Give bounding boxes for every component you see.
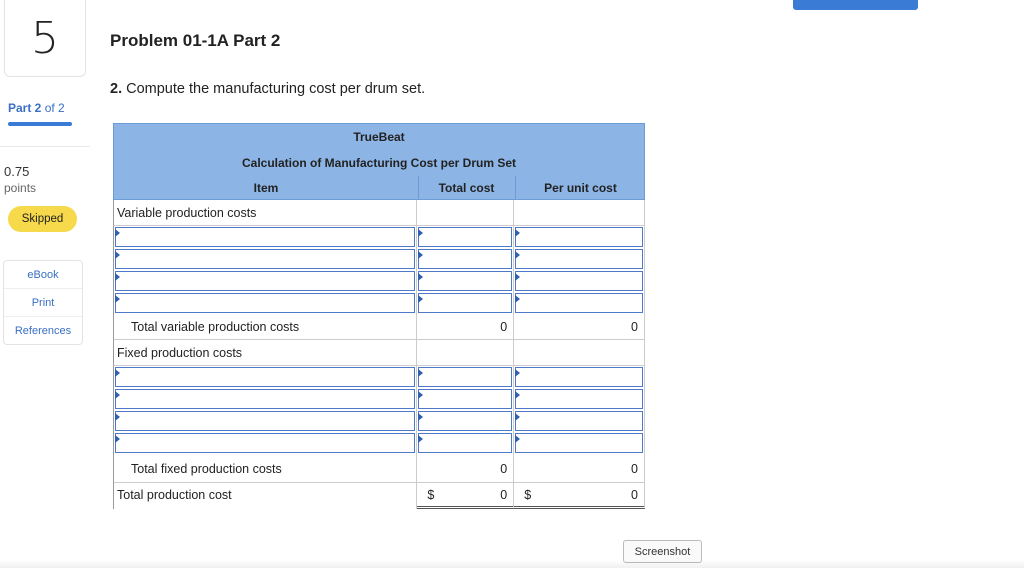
table-row bbox=[113, 226, 645, 248]
total-variable-cost: 0 bbox=[500, 320, 508, 334]
variable-item-input[interactable] bbox=[115, 227, 415, 247]
total-production-unit-cost: 0 bbox=[631, 488, 638, 502]
fixed-item-input[interactable] bbox=[115, 367, 415, 387]
top-action-button[interactable] bbox=[793, 0, 918, 10]
table-row bbox=[113, 270, 645, 292]
screenshot-button[interactable]: Screenshot bbox=[623, 540, 702, 563]
resource-links bbox=[3, 260, 83, 345]
part-progress-bar bbox=[8, 122, 72, 126]
variable-total-cost-input[interactable] bbox=[418, 227, 512, 247]
company-name: TrueBeat bbox=[353, 130, 405, 144]
column-header-total-cost: Total cost bbox=[438, 181, 495, 195]
references-link[interactable]: References bbox=[14, 325, 72, 337]
total-variable-label: Total variable production costs bbox=[131, 320, 300, 334]
variable-item-input[interactable] bbox=[115, 293, 415, 313]
sidebar-divider bbox=[0, 146, 90, 147]
table-header bbox=[113, 123, 645, 200]
table-row bbox=[113, 483, 645, 509]
table-row bbox=[113, 200, 645, 226]
variable-item-input[interactable] bbox=[115, 271, 415, 291]
fixed-total-cost-input[interactable] bbox=[418, 367, 512, 387]
instruction bbox=[110, 81, 425, 97]
variable-total-cost-input[interactable] bbox=[418, 249, 512, 269]
problem-title: Problem 01-1A Part 2 bbox=[110, 31, 281, 50]
fixed-unit-cost-input[interactable] bbox=[515, 411, 643, 431]
variable-unit-cost-input[interactable] bbox=[515, 227, 643, 247]
fixed-total-cost-input[interactable] bbox=[418, 389, 512, 409]
points-label: points bbox=[4, 181, 37, 195]
table-row bbox=[113, 248, 645, 270]
variable-costs-label: Variable production costs bbox=[117, 206, 257, 220]
table-row bbox=[113, 314, 645, 340]
variable-total-cost-input[interactable] bbox=[418, 293, 512, 313]
table-row bbox=[113, 340, 645, 366]
fixed-costs-label: Fixed production costs bbox=[117, 346, 243, 360]
fixed-total-cost-input[interactable] bbox=[418, 411, 512, 431]
column-header-item: Item bbox=[253, 181, 279, 195]
table-row bbox=[113, 366, 645, 388]
variable-unit-cost-input[interactable] bbox=[515, 271, 643, 291]
cost-table bbox=[113, 123, 645, 509]
total-fixed-unit-cost: 0 bbox=[631, 462, 638, 476]
part-total: of 2 bbox=[44, 101, 65, 115]
fixed-item-input[interactable] bbox=[115, 433, 415, 453]
instruction-text: Compute the manufacturing cost per drum set. bbox=[126, 81, 426, 97]
question-number: 5 bbox=[4, 0, 86, 77]
total-fixed-cost: 0 bbox=[500, 462, 508, 476]
variable-unit-cost-input[interactable] bbox=[515, 249, 643, 269]
total-production-cost-currency: $ bbox=[427, 488, 435, 502]
column-header-per-unit-cost: Per unit cost bbox=[544, 181, 617, 195]
variable-total-cost-input[interactable] bbox=[418, 271, 512, 291]
bottom-shadow bbox=[0, 560, 1024, 568]
table-row bbox=[113, 454, 645, 483]
instruction-number: 2. bbox=[110, 81, 123, 97]
table-title: Calculation of Manufacturing Cost per Drum Set bbox=[241, 156, 517, 170]
points-value: 0.75 bbox=[4, 164, 30, 179]
fixed-total-cost-input[interactable] bbox=[418, 433, 512, 453]
fixed-unit-cost-input[interactable] bbox=[515, 367, 643, 387]
status-badge: Skipped bbox=[8, 206, 77, 232]
total-variable-unit-cost: 0 bbox=[631, 320, 638, 334]
part-current: Part 2 bbox=[8, 101, 42, 115]
table-row bbox=[113, 432, 645, 454]
table-row bbox=[113, 388, 645, 410]
fixed-item-input[interactable] bbox=[115, 411, 415, 431]
variable-item-input[interactable] bbox=[115, 249, 415, 269]
table-row bbox=[113, 292, 645, 314]
total-production-unit-currency: $ bbox=[524, 488, 532, 502]
total-production-cost: 0 bbox=[500, 488, 508, 502]
ebook-link[interactable]: eBook bbox=[4, 261, 82, 289]
fixed-unit-cost-input[interactable] bbox=[515, 389, 643, 409]
total-production-label: Total production cost bbox=[117, 488, 232, 502]
table-row bbox=[113, 410, 645, 432]
print-link[interactable]: Print bbox=[4, 289, 82, 317]
fixed-item-input[interactable] bbox=[115, 389, 415, 409]
fixed-unit-cost-input[interactable] bbox=[515, 433, 643, 453]
part-indicator bbox=[8, 101, 65, 115]
total-fixed-label: Total fixed production costs bbox=[131, 462, 282, 476]
variable-unit-cost-input[interactable] bbox=[515, 293, 643, 313]
